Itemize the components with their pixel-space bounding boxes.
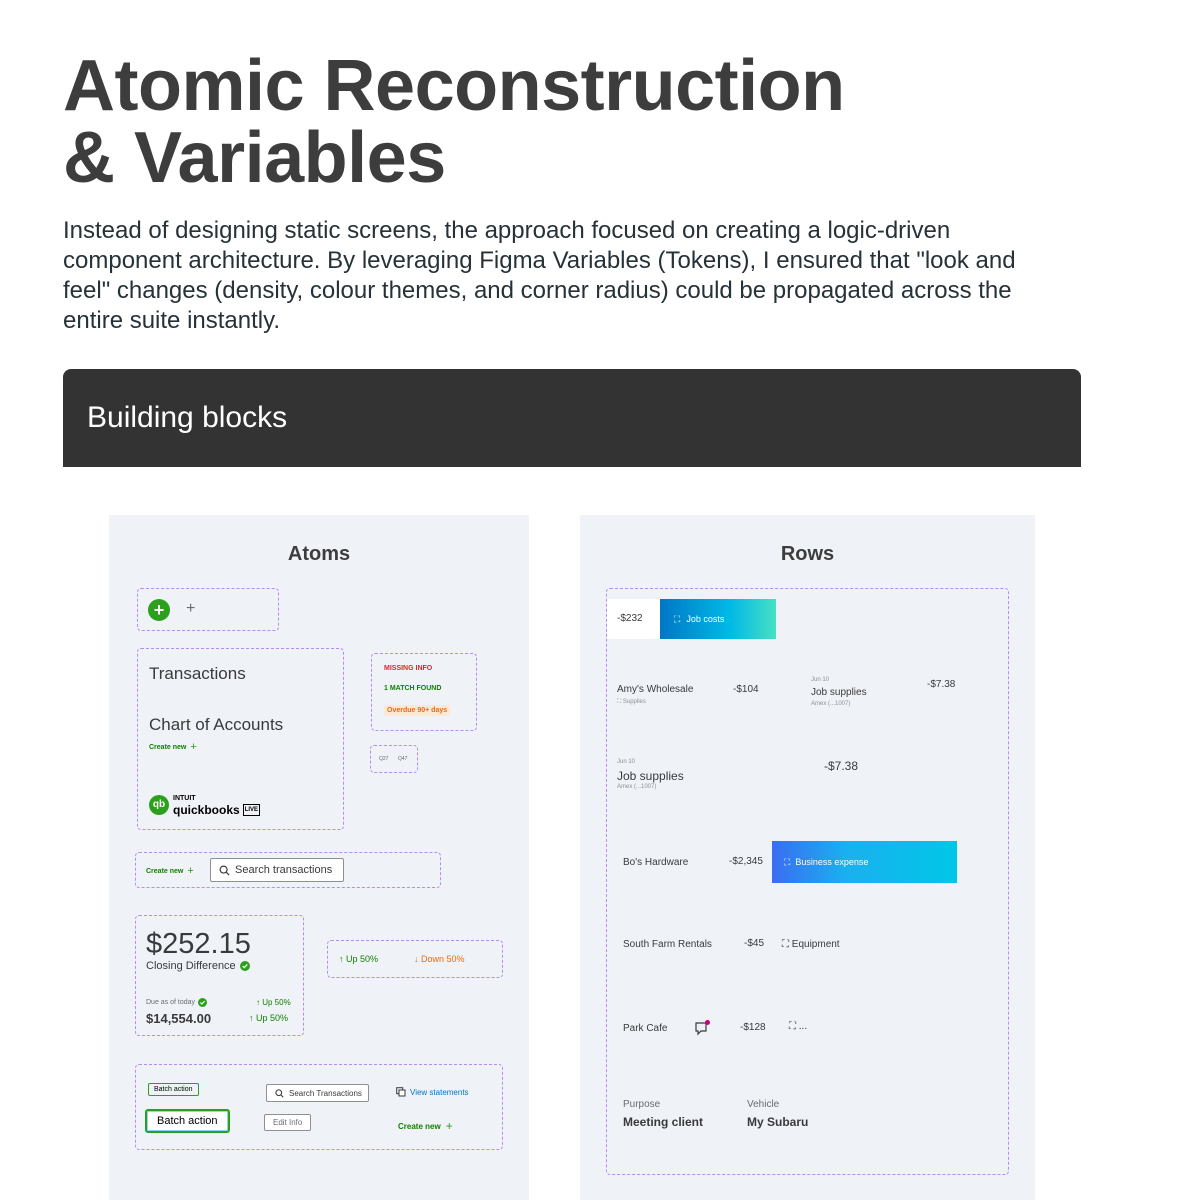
- row-amount: -$232: [617, 613, 643, 624]
- search-transactions-small-input[interactable]: [266, 1084, 369, 1102]
- search-icon: [275, 1089, 284, 1098]
- search-icon: [219, 865, 230, 876]
- vendor-name: Amy's Wholesale: [617, 684, 694, 695]
- balance-card: [135, 915, 304, 1036]
- vehicle-label: Vehicle: [747, 1099, 780, 1110]
- status-missing-info: MISSING INFO: [384, 665, 433, 672]
- create-search-group: [135, 852, 441, 888]
- search-placeholder: Search Transactions: [289, 1088, 362, 1098]
- job-costs-chip[interactable]: [660, 599, 776, 639]
- category-tag-label: Supplies: [622, 699, 646, 705]
- row-amount: -$128: [740, 1022, 766, 1033]
- category-tag-label: Equipment: [791, 939, 840, 950]
- row-amys-wholesale[interactable]: [617, 674, 997, 714]
- tiny-label-b: Q47: [398, 756, 408, 762]
- view-statements-link[interactable]: [396, 1087, 469, 1097]
- row-amount: -$7.38: [824, 759, 859, 773]
- quickbooks-live-logo: [149, 794, 260, 816]
- rows-panel-title: Rows: [780, 543, 835, 565]
- atoms-panel-title: Atoms: [287, 543, 351, 565]
- tiny-pair-group: [370, 745, 418, 773]
- tag-icon: ⛶: [784, 856, 791, 867]
- intro-paragraph: Instead of designing static screens, the approach focused on creating a logic-driven component architecture. By leveraging Figma Variables (Tokens), I ensured that "look and feel" changes (density, colour themes, and corner radius) could be propagated across the entire suite instantly.: [63, 217, 1016, 334]
- vehicle-value: My Subaru: [747, 1115, 809, 1129]
- create-new-link-small[interactable]: [149, 741, 197, 753]
- atoms-panel: [109, 515, 529, 1200]
- create-new-label: Create new: [149, 743, 187, 751]
- category-tag[interactable]: ⛶ Equipment: [782, 939, 840, 950]
- category-tag: ⛶ Supplies: [617, 699, 646, 705]
- closing-difference-amount: $252.15: [146, 928, 251, 960]
- trend-up-label: Up 50%: [346, 954, 379, 964]
- intuit-wordmark: INTUIT: [173, 795, 196, 802]
- more-options-label: ...: [798, 1021, 808, 1032]
- due-amount: $14,554.00: [146, 1011, 212, 1026]
- trend-up: ↑ Up 50%: [339, 954, 379, 964]
- rows-panel: [580, 515, 1035, 1200]
- row-south-farm-rentals[interactable]: [623, 934, 957, 958]
- status-overdue-badge: Overdue 90+ days: [384, 705, 450, 716]
- status-labels-group: [371, 653, 477, 731]
- row-park-cafe[interactable]: [623, 1015, 957, 1045]
- nav-item-transactions[interactable]: Transactions: [149, 664, 246, 683]
- row-date: Jun 10: [617, 759, 636, 765]
- closing-difference-row: [146, 960, 250, 972]
- trend-up-medium-label: Up 50%: [256, 1013, 289, 1023]
- row-amount: -$2,345: [729, 856, 763, 867]
- trend-up-small: ↑ Up 50%: [256, 998, 291, 1007]
- banner-title: Building blocks: [87, 401, 288, 434]
- row-mileage-details: [623, 1099, 957, 1139]
- row-date: Jun 10: [811, 677, 830, 683]
- tiny-label-a: Q27: [379, 756, 389, 762]
- row-job-supplies[interactable]: [617, 757, 997, 797]
- vendor-name: Park Cafe: [623, 1023, 668, 1034]
- business-expense-chip-label: Business expense: [795, 857, 869, 867]
- vendor-name: Bo's Hardware: [623, 857, 689, 868]
- search-transactions-input[interactable]: [210, 858, 344, 882]
- trend-down-label: Down 50%: [421, 954, 465, 964]
- add-filled-button[interactable]: +: [148, 599, 170, 621]
- batch-action-button-small[interactable]: Batch action: [148, 1083, 199, 1096]
- job-costs-chip-label: Job costs: [686, 614, 725, 624]
- copy-icon: [396, 1087, 406, 1097]
- row-amount: -$104: [733, 684, 759, 695]
- batch-action-button-large[interactable]: Batch action: [145, 1109, 230, 1133]
- search-placeholder: Search transactions: [235, 864, 333, 876]
- live-badge: LIVE: [243, 804, 260, 816]
- due-label: Due as of today: [146, 999, 196, 1006]
- plus-icon: +: [190, 741, 197, 753]
- qb-logo-icon: qb: [149, 795, 169, 815]
- tag-icon: ⛶: [674, 613, 681, 624]
- row-account: Amex (...1007): [617, 784, 657, 790]
- actions-group: [135, 1064, 503, 1150]
- row-name: Job supplies: [617, 769, 684, 783]
- closing-difference-label: Closing Difference: [146, 960, 236, 972]
- trend-down: ↓ Down 50%: [414, 954, 465, 964]
- rows-container: [606, 588, 1009, 1175]
- page-title-line-2: & Variables: [63, 118, 446, 198]
- create-new-label: Create new: [398, 1121, 441, 1131]
- view-statements-label: View statements: [410, 1087, 469, 1097]
- create-new-link[interactable]: [146, 865, 194, 877]
- row-amount-secondary: -$7.38: [927, 679, 956, 690]
- check-circle-icon: [240, 961, 250, 971]
- purpose-label: Purpose: [623, 1099, 661, 1110]
- row-name: Job supplies: [811, 687, 867, 698]
- due-row: [146, 998, 207, 1007]
- plus-buttons-group: [137, 588, 279, 631]
- page-title: [63, 46, 845, 198]
- quickbooks-wordmark: quickbooks: [173, 803, 240, 817]
- row-account: Amex (...1007): [811, 701, 851, 707]
- row-amount: -$45: [744, 938, 765, 949]
- create-new-label: Create new: [146, 867, 184, 875]
- plus-icon: +: [187, 865, 194, 877]
- create-new-link[interactable]: [398, 1119, 453, 1133]
- status-match-found: 1 MATCH FOUND: [384, 685, 442, 692]
- building-blocks-banner: [63, 369, 1081, 467]
- edit-info-button[interactable]: Edit Info: [264, 1114, 311, 1131]
- purpose-value: Meeting client: [623, 1115, 704, 1129]
- trend-group: [327, 940, 503, 978]
- check-circle-icon: [198, 998, 207, 1007]
- comment-icon[interactable]: [694, 1019, 712, 1037]
- nav-group: [137, 648, 344, 830]
- plus-icon: +: [445, 1119, 453, 1133]
- trend-up-small-label: Up 50%: [262, 998, 291, 1007]
- row-job-costs[interactable]: [607, 599, 776, 639]
- vendor-name: South Farm Rentals: [623, 939, 712, 950]
- business-expense-chip[interactable]: [772, 841, 957, 883]
- add-plain-button[interactable]: +: [186, 600, 196, 617]
- more-options-icon[interactable]: ⛶ ...: [789, 1021, 808, 1032]
- page-title-line-1: Atomic Reconstruction: [63, 46, 845, 126]
- row-bos-hardware[interactable]: [623, 841, 957, 883]
- trend-up-medium: ↑ Up 50%: [249, 1013, 289, 1023]
- nav-item-chart-of-accounts[interactable]: Chart of Accounts: [149, 715, 284, 734]
